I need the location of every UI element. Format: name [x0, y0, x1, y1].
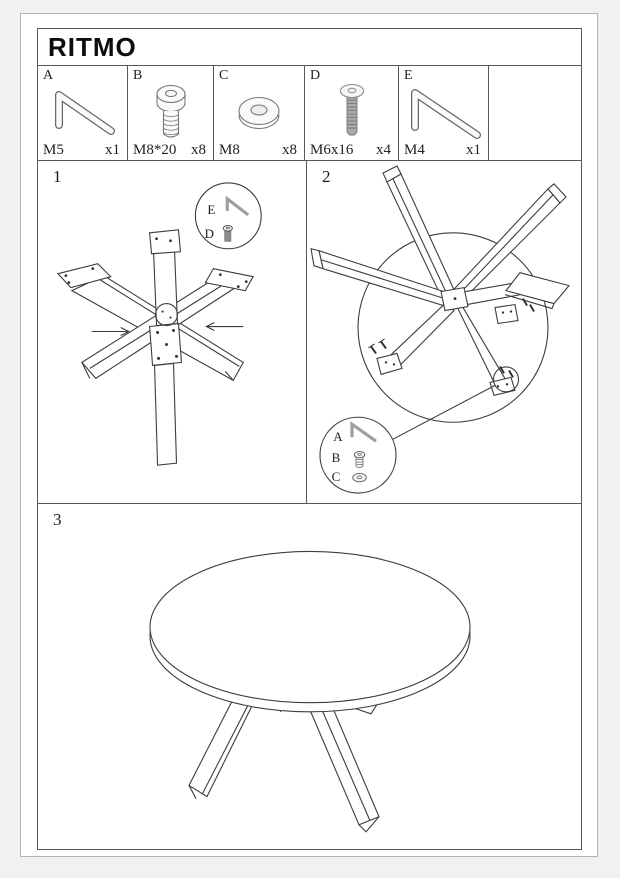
part-spec: M6x16: [310, 142, 354, 158]
washer-icon: [214, 80, 304, 142]
washer-icon: [353, 473, 367, 481]
step-number: 2: [322, 167, 331, 186]
sheet-content-frame: [37, 28, 582, 850]
assembled-table-drawing: [150, 551, 470, 831]
part-cell-e: [399, 66, 489, 160]
part-spec: M5: [43, 142, 64, 158]
tool-callout-step1: [195, 183, 261, 249]
bolt-icon: [354, 451, 364, 467]
part-qty: x1: [466, 142, 481, 158]
part-qty: x4: [376, 142, 391, 158]
step-3-panel: [38, 504, 581, 849]
callout-allen-key-label: A: [333, 429, 343, 445]
tabletop-surface: [150, 551, 470, 702]
part-label: A: [43, 68, 54, 83]
step-1-panel: [38, 161, 307, 503]
part-spec: M4: [404, 142, 425, 158]
part-qty: x1: [105, 142, 120, 158]
instruction-sheet-page: [20, 13, 598, 857]
inverted-base-drawing: [311, 166, 569, 395]
part-spec: M8*20: [133, 142, 177, 158]
part-cell-b: [128, 66, 214, 160]
callout-bolt-label: B: [331, 450, 341, 466]
step-1-diagram: [38, 161, 306, 503]
callout-screw-label: D: [204, 225, 215, 241]
part-spec: M8: [219, 142, 240, 158]
tabletop-underside-circle: [358, 233, 548, 422]
part-cell-c: [214, 66, 305, 160]
step-3-diagram: [38, 504, 581, 849]
hardware-parts-row: [38, 66, 581, 161]
steps-row: [38, 161, 581, 504]
part-label: D: [310, 68, 321, 83]
bolt-icon: [128, 80, 213, 142]
product-title: RITMO: [48, 31, 137, 62]
step-number: 1: [53, 167, 62, 186]
step-number: 3: [53, 510, 62, 529]
part-qty: x8: [282, 142, 297, 158]
part-label: E: [404, 68, 413, 83]
part-label: B: [133, 68, 143, 83]
step-2-panel: [307, 161, 581, 503]
allen-key-icon: [399, 80, 488, 142]
flat-screw-icon: [305, 80, 398, 142]
flat-screw-icon: [223, 226, 232, 242]
part-cell-d: [305, 66, 399, 160]
part-qty: x8: [191, 142, 206, 158]
callout-allen-key-label: E: [207, 201, 216, 217]
tool-callout-step2: [320, 417, 396, 493]
step-2-diagram: [307, 161, 581, 503]
allen-key-icon: [38, 80, 127, 142]
part-cell-a: [38, 66, 128, 160]
part-cell-empty: [489, 66, 581, 160]
callout-washer-label: C: [331, 469, 341, 485]
part-label: C: [219, 68, 229, 83]
spider-base-drawing: [58, 230, 253, 465]
title-row: [38, 29, 581, 66]
